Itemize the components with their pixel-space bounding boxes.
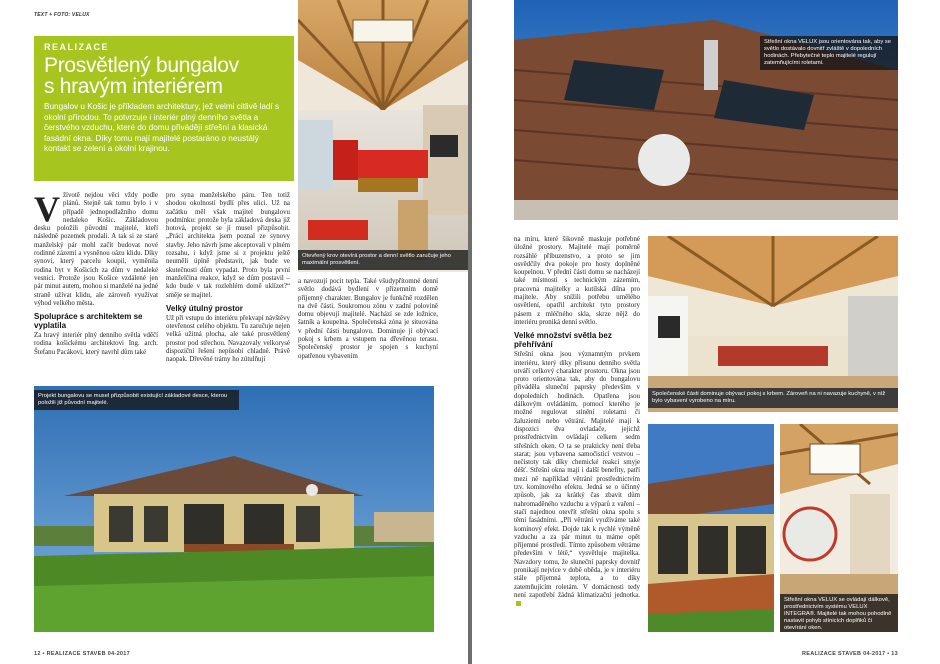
roof-photo — [514, 0, 898, 220]
house-photo-image — [34, 386, 434, 632]
interior-photo-image — [298, 0, 468, 272]
text-column-1 — [34, 189, 158, 357]
col2-text-1: pro syna manželského páru. Ten totiž shodou okolností bydlí přes ulici. Už na začátku měl však majitel bungalovu podmínku: protože byla základová deska již hotová, projekt se jí musel přizpůsobit. „Práci architekta jsem poznal ze synovy stavby. Jeho návrh jsme akceptovali v plném rozsahu, i když jsme si z projektu ještě neuměli úplně představit, jak bude ve skutečnosti dům vypadat. Proto byla první manželčina reakce, když se dům postavil – kdo bude v tak rozlehlém domě uklízet?“ směje se majitel. — [166, 192, 290, 299]
section-kicker: REALIZACE — [44, 42, 109, 52]
left-footer: 12 • REALIZACE STAVEB 04-2017 — [34, 651, 131, 657]
terrace-photo — [648, 424, 774, 632]
right-footer: REALIZACE STAVEB 04-2017 • 13 — [801, 651, 898, 657]
house-photo — [34, 386, 434, 632]
end-mark — [516, 601, 521, 606]
roof-caption: Střešní okna VELUX jsou orientována tak, aby se světlo dostávalo dovnitř zvláště v dopoledních hodinách. Přebytečné teplo majitelé regulují zatemňujícími roletami. — [760, 36, 898, 70]
col3-text: a navozují pocit tepla. Také všudypřítomné denní světlo dodává bydlení v přízemním domě příjemný charakter. Bungalov je funkčně rozdělen na dvě části. Soukromou zónu v zadní polovině domu objevují majitelé. Nachází se zde ložnice, šatník a koupelna. Společenská zóna je situována v přední části bungalovu. Dominuje jí obývací pokoj s krbem a vstupem na dřevěnou terasu. Společenský prostor je spojen s kuchyní opatřenou vybavením — [298, 278, 438, 360]
right-col-text: na míru, které šikovně maskuje potřebné úložné prostory. Majitelé mají poměrně rozsáhlé příbuzenstvo, a proto se jim osvědčily dva pokoje pro hosty doplněné koupelnou. V přední části domu se nacházejí také místnosti s technickým zázemím, pracovna majitelky a kutilská dílna pro majitele. Aby snížili potřebu umělého osvětlení, opatřil architekt tyto prostory pásem z mléčného skla, skrze nějž do interiéru proniká denní světlo. — [514, 236, 640, 326]
headline-line-1: Prosvětlený bungalov — [44, 54, 239, 77]
col1-intro: žívotě nejdou věci vždy podle plánů. Stejně tak tomu bylo i v případě jednopodlažního domu nedaleko Košic. Základovou desku položili původní majitelé, kteří následně pozemek prodali. A tak si ze staré manželský pár mohl začít budovat nové rodinné zázemí a vysněnou oázu klidu. Díky synovi, který parcelu koupil, vyměnila rodina byt v Košicích za dům v nedaleké vesnici. Protože jsou Košice vzdálené jen pár minut autem, mohou si manželé na jedné straně užívat klidu, ale zároveň využívat výhod velkého města. — [34, 192, 158, 307]
roof-photo-image — [514, 0, 898, 220]
title-box — [34, 36, 294, 181]
right-text-column — [514, 236, 640, 608]
left-page — [0, 0, 468, 664]
interior-caption: Otevřený krov otevírá prostor a denní světlo zaručuje jeho maximální prosvětlení. — [298, 250, 468, 270]
terrace-photo-image — [648, 424, 774, 632]
kitchen-caption: Společenské části dominuje obývací pokoj s krbem. Zároveň na ni navazuje kuchyně, v níž bylo vybavení vyrobeno na míru. — [648, 388, 898, 408]
col2-text-2: Už při vstupu do interiéru překvapí návštěvy otevřenost celého objektu. Tu zaručuje nejen velká užitná plocha, ale také prosvětlený prostor pod střechou. Navazovaly velkorysé dispoziční řešení nepůsobí chladně. Právě naopak. Dřevěné trámy ho zútulňují — [166, 314, 290, 364]
photo-credit: TEXT + FOTO: VELUX — [34, 12, 90, 18]
house-caption: Projekt bungalovu se musel přizpůsobit existující základové desce, kterou položili již původní majitelé. — [34, 390, 239, 410]
col2-subhead: Velký útulný prostor — [166, 303, 243, 313]
window-photo — [780, 424, 898, 632]
right-col-body: Střešní okna jsou významným prvkem interiéru, který díky přísunu denního světla utváří celkový charakter prostoru. Okna jsou proto orientována tak, aby do bungalovu přiváděla sluneční paprsky především v dopoledních hodinách. Opatřena jsou dálkovým ovládáním, pomocí kterého je možné regulovat stínění roletami či žaluziemi nebo větrání. Majitelé mají k dispozici dva ovladače, jejichž prostřednictvím ovládají celkem sedm střešních oken. O ta se prakticky není třeba starat; jsou vybavena samočisticí vrstvou – nečistoty tak díky chemické reakci smyje déšť. Střešní okna mají i další benefity, patří mezi ně například větrání prostřednictvím tzv. komínového efektu. Jedná se o účinný způsob, jak za krátký čas zbavit dům nahromaděného vzduchu a výparů z vaření – stačí najednou otevřít střešní okna spolu s těmi fasádními. „Při větrání využíváme také komínový efekt. Dojde tak k rychlé výměně vzduchu a za pár minut tu máme opět příjemné prostředí. Tímto způsobem větráme především v létě,“ vysvětluje majitelka. Navzdory tomu, že sluneční paprsky dovnitř pronikají nejvíce v době oběda, je v interiéru stále příjemná teplota, a to díky zatemňujícím roletám. V domácnosti tedy není zapotřebí žádná klimatizační jednotka. — [514, 351, 640, 599]
col1-body: Za hravý interiér plný denního světla vděčí rodina košickému architektovi Ing. arch. Štefanu Pacákovi, který navrhl dům také — [34, 332, 158, 356]
col1-subhead: Spolupráce s architektem se vyplatila — [34, 312, 143, 331]
text-column-3 — [298, 278, 438, 361]
kitchen-photo — [648, 236, 898, 412]
drop-cap: V — [34, 189, 60, 229]
interior-photo — [298, 0, 468, 272]
right-col-subhead: Velké množství světla bez přehřívání — [514, 331, 612, 350]
right-page — [472, 0, 940, 664]
kitchen-photo-image — [648, 236, 898, 412]
text-column-2 — [166, 192, 290, 365]
lead-paragraph: Bungalov u Košic je příkladem architektury, jež velmi citlivě ladí s okolní přírodou. To potvrzuje i interiér plný denního světla a čerstvého vzduchu, které do domu přivádějí střešní a klasická fasádní okna. Díky tomu mají majitelé postaráno o neustálý kontakt se zelení a okolní krajinou. — [44, 102, 280, 153]
headline — [44, 55, 286, 97]
headline-line-2: s hravým interiérem — [44, 75, 223, 98]
window-caption: Střešní okna VELUX se ovládají dálkově, prostřednictvím systému VELUX INTEGRA®. Majitelé tak mohou pohodlně nastavit pohyb stínicích doplňků či otevírání oken. — [780, 594, 898, 632]
